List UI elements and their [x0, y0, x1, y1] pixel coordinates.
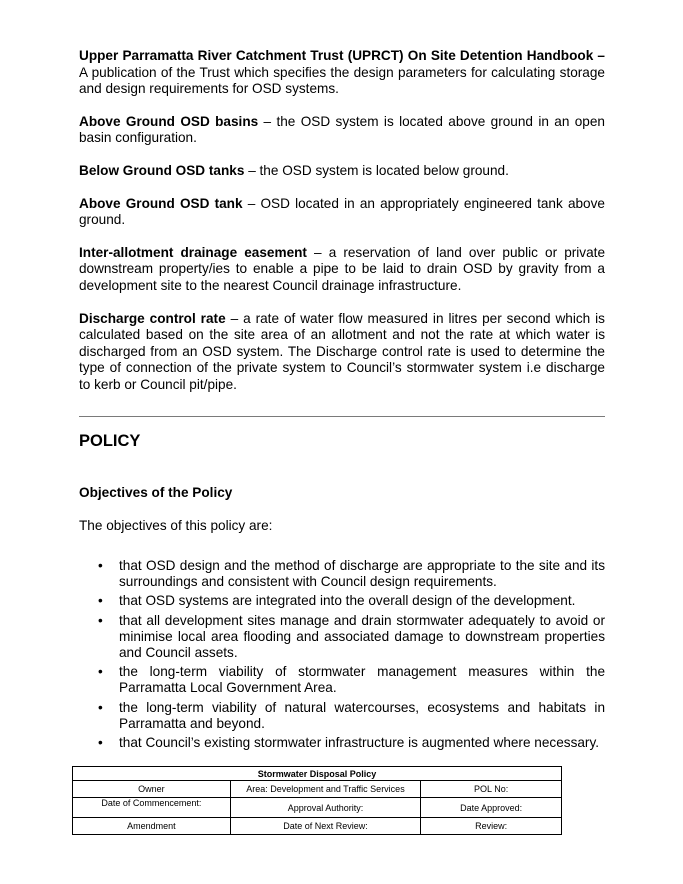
definition-text: – a rate of water flow measured in litres per second which is calculated based on the site area of an allotment and not the rate at which water is discharged from an OSD system. The Discharge control rate is used to determine the type of connection of the private system to Council’s stormwater system i.e discharge to kerb or Council pit/pipe.: [79, 310, 605, 392]
bullet-icon: •: [98, 593, 103, 609]
definition-term: Inter-allotment drainage easement: [79, 244, 307, 260]
definitions-list: [79, 48, 605, 410]
date-approved-cell: Date Approved:: [421, 798, 562, 818]
definition-text: – a reservation of land over public or private downstream property/ies to enable a pipe to be laid to drain OSD by gravity from a development site to the nearest Council drainage infrastructure.: [79, 244, 605, 293]
table-row: [73, 798, 562, 818]
bullet-icon: •: [98, 735, 103, 751]
list-item-text: that Council’s existing stormwater infrastructure is augmented where necessary.: [119, 735, 600, 751]
definition-text: – OSD located in an appropriately engineered tank above ground.: [79, 195, 605, 228]
list-item-text: the long-term viability of natural watercourses, ecosystems and habitats in Parramatta and beyond.: [119, 699, 605, 731]
bullet-icon: •: [98, 558, 103, 573]
objectives-intro: The objectives of this policy are:: [79, 518, 273, 533]
table-row: [73, 781, 562, 798]
document-control-table: [72, 766, 562, 835]
definition-text: A publication of the Trust which specifies the design parameters for calculating storage and design requirements for OSD systems.: [79, 64, 605, 97]
objectives-heading: Objectives of the Policy: [79, 485, 233, 500]
area-cell: Area: Development and Traffic Services: [230, 781, 421, 798]
bullet-icon: •: [98, 664, 103, 680]
list-item: [79, 700, 605, 732]
bullet-icon: •: [98, 612, 103, 628]
table-title: Stormwater Disposal Policy: [73, 767, 562, 781]
date-next-review-cell: Date of Next Review:: [230, 818, 421, 835]
definition-inter-allotment-easement: [79, 245, 605, 295]
amendment-cell: Amendment: [73, 818, 231, 835]
bullet-icon: •: [98, 699, 103, 715]
list-item: [79, 735, 605, 751]
definition-above-ground-basins: [79, 114, 605, 147]
definition-below-ground-tanks: [79, 163, 605, 180]
table-row: [73, 818, 562, 835]
definition-above-ground-tank: [79, 196, 605, 229]
approval-authority-cell: Approval Authority:: [230, 798, 421, 818]
list-item-text: that OSD systems are integrated into the overall design of the development.: [119, 593, 576, 609]
definition-term: Above Ground OSD tank: [79, 195, 243, 211]
review-cell: Review:: [421, 818, 562, 835]
definition-text: – the OSD system is located above ground in an open basin configuration.: [79, 113, 605, 146]
definition-term: Discharge control rate: [79, 310, 226, 326]
section-divider: [79, 416, 605, 417]
definition-discharge-control-rate: [79, 311, 605, 394]
objectives-list: [79, 558, 605, 754]
definition-uprct-handbook: [79, 48, 605, 98]
list-item-text: that OSD design and the method of discharge are appropriate to the site and its surroundings and consistent with Council design requirements.: [119, 558, 605, 590]
definition-term: Upper Parramatta River Catchment Trust (UPRCT) On Site Detention Handbook –: [79, 48, 605, 63]
definition-term: Below Ground OSD tanks: [79, 162, 245, 178]
definition-text: – the OSD system is located below ground.: [244, 162, 509, 178]
list-item: [79, 664, 605, 696]
date-commencement-cell: Date of Commencement:: [73, 798, 231, 818]
list-item-text: that all development sites manage and drain stormwater adequately to avoid or minimise local area flooding and associated damage to downstream properties and Council assets.: [119, 612, 605, 661]
owner-cell: Owner: [73, 781, 231, 798]
list-item: [79, 613, 605, 662]
policy-heading: POLICY: [79, 432, 141, 450]
list-item: [79, 558, 605, 590]
definition-term: Above Ground OSD basins: [79, 113, 259, 129]
list-item: [79, 593, 605, 609]
table-row: [73, 767, 562, 781]
list-item-text: the long-term viability of stormwater management measures within the Parramatta Local Government Area.: [119, 664, 605, 696]
pol-no-cell: POL No:: [421, 781, 562, 798]
